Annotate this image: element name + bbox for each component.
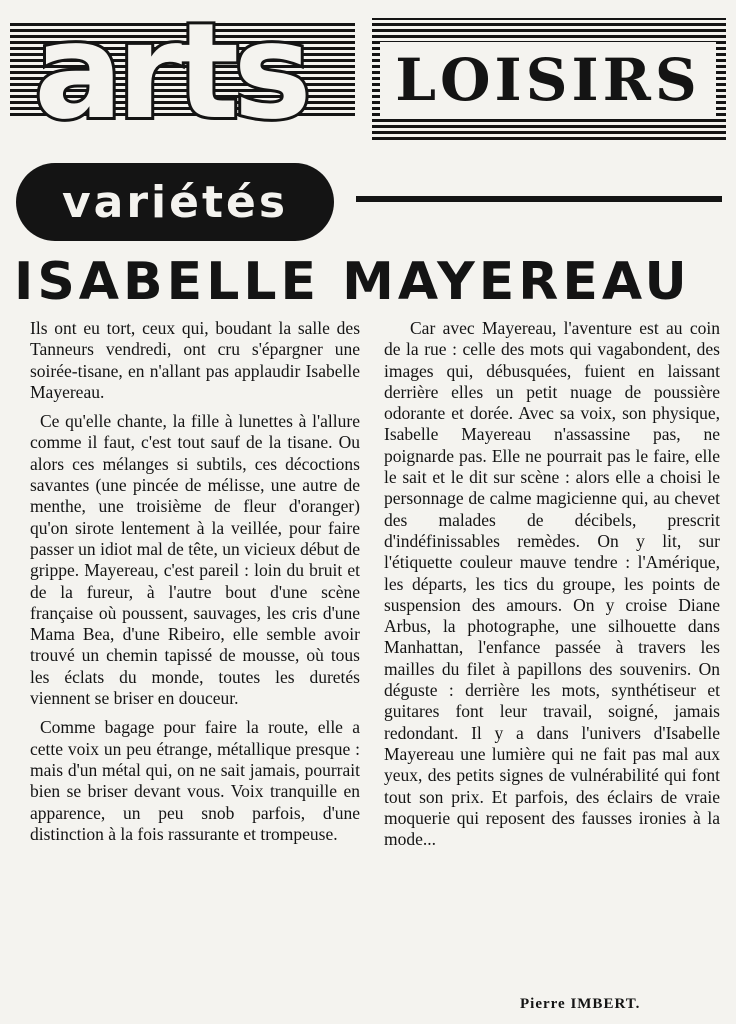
section-rule — [356, 196, 722, 202]
section-badge — [16, 163, 334, 241]
loisirs-title: LOISIRS — [395, 46, 701, 114]
paragraph: Ils ont eu tort, ceux qui, boudant la salle des Tanneurs vendredi, ont cru s'épargner une soirée-tisane, en n'allant pas applaudir Isabelle Mayereau. — [30, 318, 360, 402]
article-headline: ISABELLE MAYEREAU — [14, 252, 691, 312]
byline: Pierre IMBERT. — [520, 996, 641, 1012]
paragraph: Ce qu'elle chante, la fille à lunettes à l'allure comme il faut, c'est tout sauf de la tisane. Ou alors ces mélanges si subtils, ces décoctions savantes (une pincée de mélisse, une autre de menthe, une troisième de fleur d'oranger) qu'on sirote lentement à la veillée, pour faire passer un idiot mal de tête, un vicieux début de grippe. Mayereau, c'est pareil : loin du bruit et de la fureur, à l'autre bout d'une scène française où poussent, sauvages, les cris d'une Mama Bea, d'une Ribeiro, elle semble avoir trouvé un chemin tapissé de mousse, où tous les éclats du monde, toutes les duretés viennent se briser en douceur. — [30, 411, 360, 709]
paragraph: Car avec Mayereau, l'aventure est au coin de la rue : celle des mots qui vagabondent, des images qui, débusquées, fuient en laissant derrière elles un petit nuage de poussière odorante et dorée. Avec sa voix, son physique, Isabelle Mayereau n'assassine pas, ne poignarde pas. Elle ne pourrait pas le faire, elle le sait et le dit sur scène : alors elle a choisi le personnage de calme magicienne qui, au chevet des malades de décibels, prescrit d'indéfinissables remèdes. On y lit, sur l'étiquette couleur mauve tendre : l'Amérique, les départs, les tics du groupe, les points de suspension des amours. On y croise Diane Arbus, la photographe, une silhouette dans Manhattan, l'enfance passée à travers les mailles du filet à papillons des souvenirs. On déguste : derrière les mots, synthétiseur et guitares font leur travail, soigné, jamais redondant. Il y a dans l'univers d'Isabelle Mayereau une lumière qui ne fait pas mal aux yeux, des petits signes de vulnérabilité qui font tout son prix. Et parfois, des éclairs de vraie moquerie qui reposent des fausses ironies à la mode... — [384, 318, 720, 850]
paragraph: Comme bagage pour faire la route, elle a cette voix un peu étrange, métallique presque : mais d'un métal qui, on ne sait jamais, pourrait bien se briser devant vous. Voix tranquille en apparence, un peu snob parfois, d'une distinction à la fois rassurante et trompeuse. — [30, 717, 360, 844]
masthead — [0, 0, 736, 160]
article-column-left — [30, 318, 360, 853]
arts-title: arts — [34, 0, 306, 149]
section-title: variétés — [61, 176, 289, 228]
article-column-right — [384, 318, 720, 858]
